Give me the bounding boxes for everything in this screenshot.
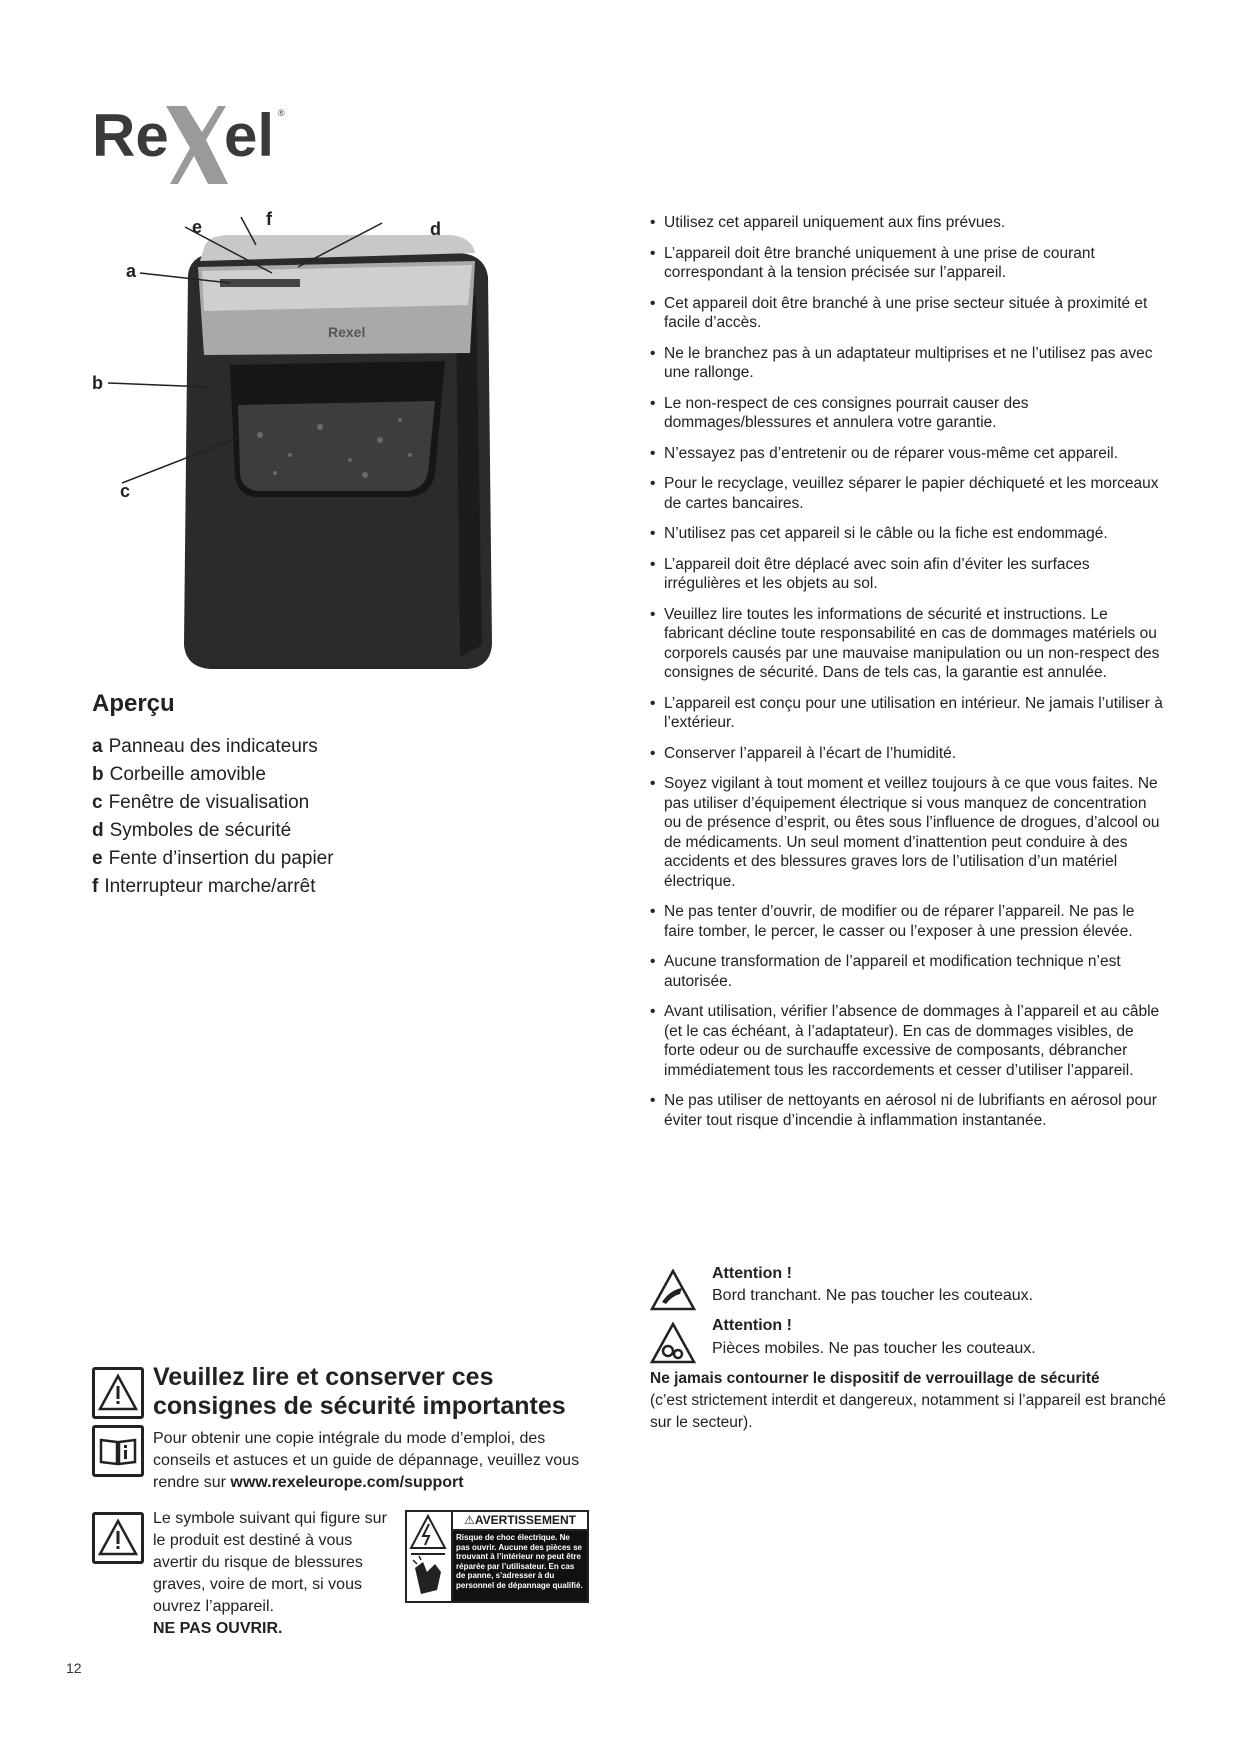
safety-bullet: • Cet appareil doit être branché à une prise secteur située à proximité et facile d’accès. [648,294,1168,333]
electric-shock-warning-label [405,1510,589,1603]
warning-triangle-icon [92,1367,144,1419]
svg-text:Re: Re [92,102,169,169]
callout-b: b [92,373,103,393]
callout-d: d [430,219,441,239]
callout-a: a [126,261,137,281]
warning-triangle-icon [92,1512,144,1564]
registered-mark: ® [278,108,285,118]
safety-bullet: • Ne pas utiliser de nettoyants en aérosol ni de lubrifiants en aérosol pour éviter tout risque d’incendie à inflammation instantanée. [648,1091,1168,1130]
manual-book-icon [92,1425,144,1477]
sharp-edge-warning-icon [650,1268,696,1312]
read-safety-title: Veuillez lire et conserver ces consignes de sécurité importantes [153,1363,566,1420]
safety-bullet: • N’utilisez pas cet appareil si le câble ou la fiche est endommagé. [648,524,1168,544]
safety-bullet: • Avant utilisation, vérifier l’absence de dommages à l’appareil et au câble (et le cas échéant, à l’adaptateur). En cas de dommages visibles, de forte odeur ou de surchauffe excessive de composants, débrancher immédiatement tous les raccordements et cesser d’utiliser l’appareil. [648,1002,1168,1080]
support-link[interactable]: www.rexeleurope.com/support [230,1474,464,1491]
safety-bullet: • L’appareil doit être branché uniquement à une prise de courant correspondant à la tension précisée sur l’appareil. [648,244,1168,283]
safety-bullet: • Conserver l’appareil à l’écart de l’humidité. [648,744,1168,764]
safety-bullet: • Ne pas tenter d’ouvrir, de modifier ou de réparer l’appareil. Ne pas le faire tomber, le percer, le casser ou l’exposer à une pression élevée. [648,902,1168,941]
safety-bullet-list [648,213,1168,1141]
moving-parts-warning-icon [650,1321,696,1365]
overview-item: d Symboles de sécurité [92,820,292,841]
overview-item: b Corbeille amovible [92,764,266,785]
safety-bullet: • L’appareil doit être déplacé avec soin afin d’éviter les surfaces irrégulières et les objets au sol. [648,555,1168,594]
support-text: Pour obtenir une copie intégrale du mode d’emploi, des conseils et astuces et un guide de dépannage, veuillez vous rendre sur www.rexeleurope.com/support [153,1430,580,1491]
svg-text:el: el [224,102,275,169]
shredder-illustration [80,205,620,695]
overview-list [92,733,334,901]
warning-label-heading: ⚠AVERTISSEMENT [453,1512,587,1531]
safety-bullet: • Le non-respect de ces consignes pourrait causer des dommages/blessures et annulera votre garantie. [648,394,1168,433]
safety-bullet: • Aucune transformation de l’appareil et modification technique n’est autorisée. [648,952,1168,991]
safety-bullet: • Pour le recyclage, veuillez séparer le papier déchiqueté et les morceaux de cartes bancaires. [648,474,1168,513]
safety-bullet: • Ne le branchez pas à un adaptateur multiprises et ne l’utilisez pas avec une rallonge. [648,344,1168,383]
attention-title: Attention ! [712,1265,792,1282]
overview-item: f Interrupteur marche/arrêt [92,876,316,897]
attention-text: Bord tranchant. Ne pas toucher les couteaux. [712,1287,1034,1304]
page-number: 12 [66,1660,82,1676]
overview-title: Aperçu [92,690,175,717]
product-logo: Rexel [328,324,366,340]
symbol-explanation: Le symbole suivant qui figure sur le produit est destiné à vous avertir du risque de blessures graves, voire de mort, si vous ouvrez l’appareil. NE PAS OUVRIR. [153,1510,387,1637]
overview-item: e Fente d’insertion du papier [92,848,334,869]
safety-bullet: • N’essayez pas d’entretenir ou de réparer vous-même cet appareil. [648,444,1168,464]
safety-bullet: • Soyez vigilant à tout moment et veillez toujours à ce que vous faites. Ne pas utiliser d’équipement électrique si vous manquez de concentration ou de présence d’esprit, ou êtes sous l’influence de drogues, d’alcool ou de médicaments. Un seul moment d’inattention peut conduire à des accidents et des blessures graves lors de l’utilisation d’un matériel électrique. [648,774,1168,891]
callout-c: c [120,481,131,501]
rexel-logo [92,86,292,190]
callout-e: e [192,217,203,237]
overview-item: a Panneau des indicateurs [92,736,318,757]
safety-bullet: • Veuillez lire toutes les informations de sécurité et instructions. Le fabricant décline toute responsabilité en cas de dommages matériels ou corporels causés par une mauvaise manipulation ou un non-respect des consignes de sécurité. Dans de tels cas, la garantie est annulée. [648,605,1168,683]
overview-item: c Fenêtre de visualisation [92,792,310,813]
safety-lock-notice: Ne jamais contourner le dispositif de verrouillage de sécurité (c’est strictement interdit et dangereux, notamment si l’appareil est branché sur le secteur). [650,1370,1167,1431]
safety-bullet: • Utilisez cet appareil uniquement aux fins prévues. [648,213,1168,233]
callout-f: f [266,209,272,229]
safety-bullet: • L’appareil est conçu pour une utilisation en intérieur. Ne jamais l’utiliser à l’extérieur. [648,694,1168,733]
warning-label-body: Risque de choc électrique. Ne pas ouvrir. Aucune des pièces se trouvant à l’intérieur ne peut être réparée par l’utilisateur. En cas de panne, s’adresser à du personnel de dépannage qualifié. [453,1531,587,1601]
attention-title: Attention ! [712,1317,792,1334]
shock-hazard-icon [407,1512,453,1601]
attention-text: Pièces mobiles. Ne pas toucher les couteaux. [712,1340,1036,1357]
